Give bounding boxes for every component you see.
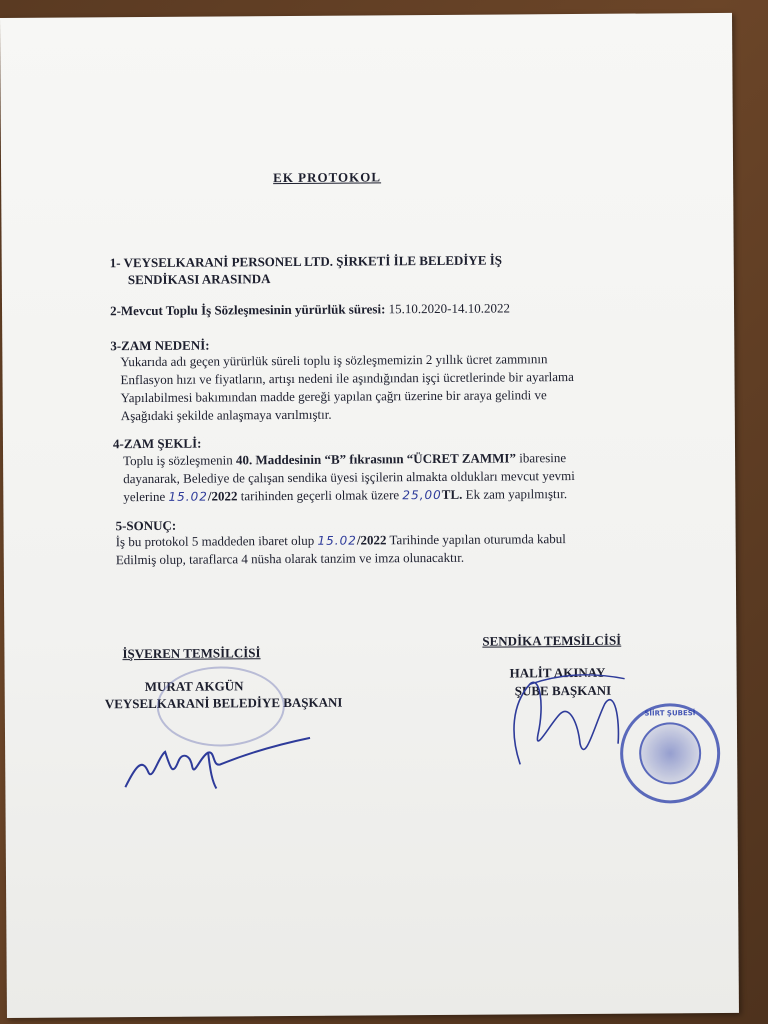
item1-line2: SENDİKASI ARASINDA	[127, 271, 271, 288]
item2-label: 2-Mevcut Toplu İş Sözleşmesinin yürürlük süresi:	[109, 301, 386, 319]
employer-name: MURAT AKGÜN	[144, 678, 244, 695]
union-title: ŞUBE BAŞKANI	[514, 682, 612, 699]
item3-line2: Enflasyon hızı ve fiyatların, artışı nedeni ile aşındığından işçi ücretlerinde bir ayarlama	[120, 369, 574, 388]
item4-handwritten-amount: 25,00	[402, 487, 442, 503]
item4-year: /2022	[207, 488, 238, 504]
item3-line4: Aşağıdaki şekilde anlaşmaya varılmıştır.	[120, 406, 332, 424]
item5-line1-pre: İş bu protokol 5 maddeden ibaret olup	[115, 532, 318, 550]
item4-line2: dayanarak, Belediye de çalışan sendika üyesi işçilerin almakta oldukları mevcut yevmi	[123, 467, 575, 487]
union-heading: SENDİKA TEMSİLCİSİ	[482, 632, 622, 649]
item4-line3	[123, 485, 567, 506]
employer-heading: İŞVEREN TEMSİLCİSİ	[122, 645, 261, 662]
employer-title: VEYSELKARANİ BELEDİYE BAŞKANI	[104, 694, 343, 712]
item4-line3-post: Ek zam yapılmıştır.	[462, 486, 568, 502]
item4-heading: 4-ZAM ŞEKLİ:	[112, 435, 202, 452]
document-page	[0, 13, 739, 1018]
item5-line1	[116, 530, 566, 551]
union-stamp	[620, 703, 721, 804]
item2-dates: 15.10.2020-14.10.2022	[388, 300, 511, 317]
item3-line1: Yukarıda adı geçen yürürlük süreli toplu iş sözleşmemizin 2 yıllık ücret zammının	[120, 351, 548, 370]
union-name: HALİT AKINAY	[509, 664, 606, 681]
document-title: EK PROTOKOL	[273, 169, 382, 186]
item4-handwritten-date: 15.02	[168, 489, 208, 504]
item4-line1-bold: 40. Maddesinin “B” fıkrasının “ÜCRET ZAMMI”	[235, 450, 517, 468]
union-signature	[500, 664, 641, 775]
item5-year: /2022	[356, 532, 387, 548]
item5-heading: 5-SONUÇ:	[115, 517, 177, 534]
item4-line3-mid: tarihinden geçerli olmak üzere	[237, 487, 403, 504]
item5-handwritten-date: 15.02	[317, 533, 357, 548]
item5-line2: Edilmiş olup, taraflarca 4 nüsha olarak tanzim ve imza olunacaktır.	[115, 549, 465, 568]
employer-signature	[120, 726, 320, 797]
item4-line1-post: ibaresine	[515, 450, 567, 466]
item3-line3: Yapılabilmesi bakımından madde gereği yapılan çağrı üzerine bir araya gelindi ve	[120, 387, 547, 406]
item4-currency: TL.	[441, 486, 463, 502]
item4-line3-pre: yelerine	[123, 488, 169, 505]
union-stamp-text: SİİRT ŞUBESİ	[644, 709, 696, 718]
item2-line	[110, 299, 510, 320]
item1-line1: 1- VEYSELKARANİ PERSONEL LTD. ŞİRKETİ İLE BELEDİYE İŞ	[109, 252, 503, 271]
item4-line1-pre: Toplu iş sözleşmenin	[123, 452, 236, 469]
item3-heading: 3-ZAM NEDENİ:	[110, 337, 210, 354]
item5-line1-post: Tarihinde yapılan oturumda kabul	[386, 531, 566, 548]
